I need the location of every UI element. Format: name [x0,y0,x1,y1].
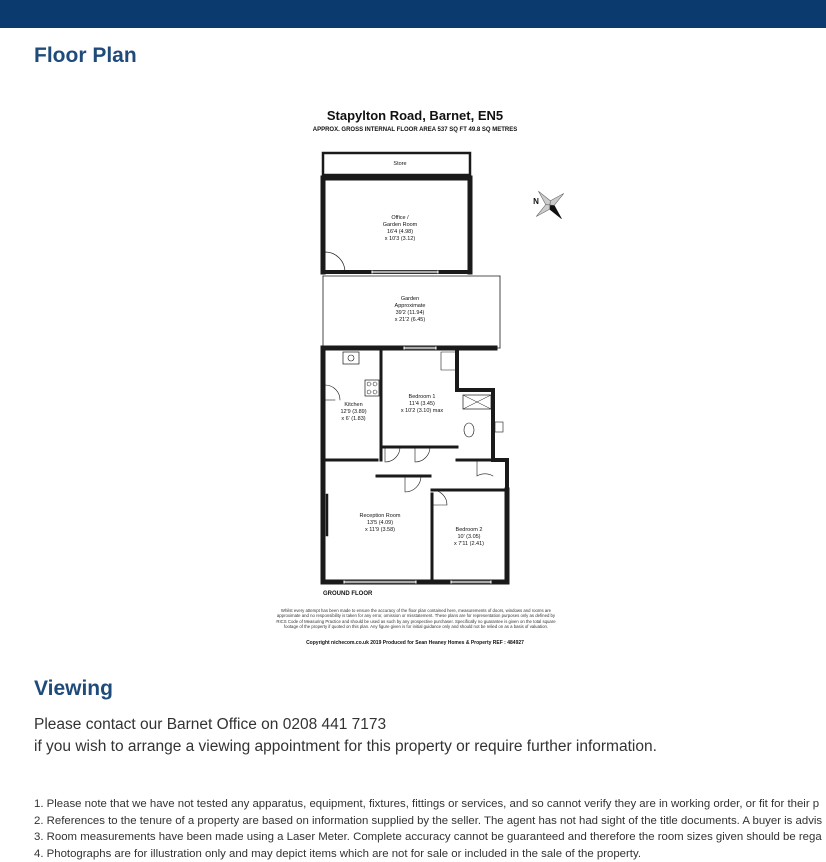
bathroom-toilet [464,423,474,437]
note-item: 3. Room measurements have been made using a Laser Meter. Complete accuracy cannot be guaranteed and therefore the room sizes given should be rega [34,829,822,846]
note-item: 2. References to the tenure of a property are based on information supplied by the seller. The agent has not had sight of the title documents. A buyer is advis [34,813,822,830]
viewing-contact-line: Please contact our Barnet Office on 0208 441 7173 [34,714,657,736]
kitchen-sink [343,352,359,364]
plan-floor-area: APPROX. GROSS INTERNAL FLOOR AREA 537 SQ FT 49.8 SQ METRES [265,127,565,133]
bathroom-basin [495,422,503,432]
kitchen-label: Kitchen 12'9 (3.89) x 6' (1.83) [331,402,376,423]
reception-label: Reception Room 13'5 (4.09) x 11'9 (3.58) [345,513,415,534]
notes-list [34,796,822,862]
floor-plan-drawing [265,100,565,655]
viewing-text [34,714,657,758]
bedroom2-label: Bedroom 2 10' (3.05) x 7'11 (2.41) [443,527,495,548]
viewing-info-line: if you wish to arrange a viewing appointment for this property or require further information. [34,736,657,758]
floor-plan-heading: Floor Plan [34,44,137,68]
plan-copyright: Copyright nichecom.co.uk 2019 Produced for Sean Heaney Homes & Property REF : 484927 [265,640,565,646]
office-door-swing [325,252,345,272]
store-label: Store [375,161,425,168]
bedroom1-cupboard [441,352,457,370]
plan-disclaimer: Whilst every attempt has been made to ensure the accuracy of the floor plan contained here, measurements of doors, windows and rooms are approximate and no responsibility is taken for any error, omission or misstatement. These plans are for representation purposes only as defined by RICS Code of Measuring Practice and should be used as such by any prospective purchaser. Specifically no guarantee is given on the total square footage of the property if quoted on this plan. Any figure given is for initial guidance only and should not be relied on as a basis of valuation. [273,608,559,630]
kitchen-hob [365,380,379,396]
note-item: 4. Photographs are for illustration only and may depict items which are not for sale or included in the sale of the property. [34,846,822,862]
compass-north-label: N [528,198,544,205]
note-item: 1. Please note that we have not tested any apparatus, equipment, fixtures, fittings or services, and so cannot verify they are in working order, or fit for their p [34,796,822,813]
ground-floor-label: GROUND FLOOR [323,591,372,597]
bedroom1-label: Bedroom 1 11'4 (3.45) x 10'2 (3.10) max [387,394,457,415]
top-header-bar [0,0,826,28]
plan-title: Stapylton Road, Barnet, EN5 [265,108,565,123]
office-label: Office / Garden Room 16'4 (4.98) x 10'3 (3.12) [365,215,435,243]
floor-plan-image [265,100,565,655]
viewing-heading: Viewing [34,677,113,701]
garden-label: Garden Approximate 39'2 (11.94) x 21'2 (6.45) [375,296,445,324]
